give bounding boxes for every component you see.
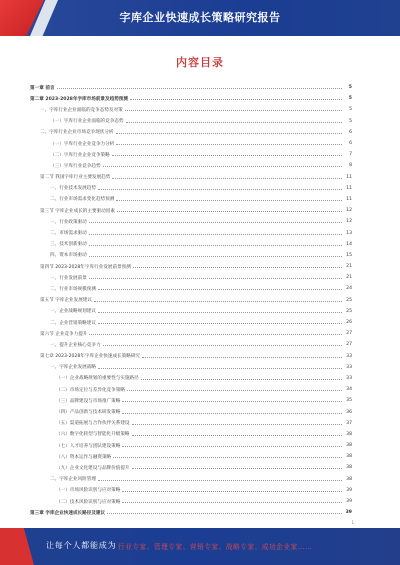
toc-entry-page: 39	[346, 487, 352, 493]
toc-entry-label: 一、行业政策驱动	[50, 219, 87, 225]
toc-entry[interactable]	[30, 362, 352, 373]
toc-entry[interactable]	[30, 474, 352, 485]
toc-entry-page: 25	[346, 297, 352, 303]
toc-leader-dots	[127, 390, 342, 391]
toc-leader-dots	[103, 166, 342, 167]
toc-entry[interactable]	[30, 328, 352, 339]
toc-leader-dots	[116, 133, 342, 134]
toc-leader-dots	[89, 245, 342, 246]
toc-leader-dots	[107, 513, 342, 514]
toc-entry-label: （八）资本运作与融资策略	[56, 454, 112, 460]
toc-entry-label: （六）数字化转型与智能化升级策略	[56, 432, 130, 438]
report-title: 字库企业快速成长策略研究报告	[119, 11, 281, 24]
toc-entry[interactable]	[30, 373, 352, 384]
toc-entry-page: 14	[346, 241, 352, 247]
toc-leader-dots	[122, 502, 342, 503]
toc-entry-page: 35	[346, 398, 352, 404]
toc-entry[interactable]	[30, 216, 352, 227]
toc-leader-dots	[122, 401, 342, 402]
toc-entry-label: 一、字库企业发展战略	[50, 365, 96, 371]
toc-entry[interactable]	[30, 160, 352, 171]
toc-entry-label: 二、行业市场需求变化趋势预测	[50, 197, 115, 203]
toc-entry-page: 6	[349, 141, 352, 147]
toc-leader-dots	[89, 334, 342, 335]
toc-heading: 内容目录	[176, 56, 224, 69]
toc-entry-label: 二、企业营销策略建议	[50, 320, 96, 326]
toc-entry-label: （七）人才培养与团队建设策略	[56, 443, 121, 449]
toc-entry-page: 15	[346, 252, 352, 258]
toc-leader-dots	[103, 345, 342, 346]
toc-entry[interactable]	[30, 138, 352, 149]
toc-entry-label: 三、技术创新驱动	[50, 242, 87, 248]
toc-entry-page: 38	[346, 465, 352, 471]
toc-entry[interactable]	[30, 418, 352, 429]
toc-leader-dots	[89, 222, 342, 223]
toc-entry-label: （二）字库行业企业竞争策略	[50, 152, 110, 158]
toc-leader-dots	[98, 189, 342, 190]
toc-entry-label: 一、行业发展前景	[50, 275, 87, 281]
toc-entry[interactable]	[30, 406, 352, 417]
toc-entry-label: 一、行业技术发展趋势	[50, 186, 96, 192]
toc-entry[interactable]	[30, 194, 352, 205]
toc-entry[interactable]	[30, 82, 352, 93]
toc-entry-page: 36	[346, 409, 352, 415]
toc-entry-label: 一、企业战略规划建议	[50, 309, 96, 315]
toc-entry-label: （二）技术风险识别与应对策略	[56, 499, 121, 505]
toc-entry-label: （一）字库行业企业面临的竞争态势	[50, 119, 124, 125]
toc-entry-label: （一）市场风险识别与应对策略	[56, 488, 121, 494]
toc-entry-page: 33	[346, 375, 352, 381]
toc-entry-label: 第五节 字库企业发展建议	[40, 298, 92, 304]
report-footer	[0, 528, 400, 565]
toc-entry-label: （三）字库行业竞争趋势	[50, 163, 101, 169]
toc-leader-dots	[133, 267, 342, 268]
toc-entry-label: 第一章 前言	[30, 85, 55, 91]
toc-entry-page: 38	[346, 443, 352, 449]
toc-entry[interactable]	[30, 93, 352, 104]
toc-entry[interactable]	[30, 172, 352, 183]
toc-entry-label: 第六节 企业竞争力提升	[40, 331, 88, 337]
toc-leader-dots	[98, 323, 342, 324]
toc-leader-dots	[94, 301, 342, 302]
toc-entry-label: （九）企业文化建设与品牌价值提升	[56, 465, 130, 471]
toc-leader-dots	[113, 457, 342, 458]
toc-leader-dots	[122, 491, 342, 492]
toc-leader-dots	[89, 256, 342, 257]
toc-entry-page: 11	[346, 185, 352, 191]
toc-leader-dots	[125, 110, 342, 111]
toc-entry-page: 5	[348, 96, 352, 102]
toc-entry[interactable]	[30, 395, 352, 406]
toc-entry-page: 33	[346, 364, 352, 370]
toc-entry[interactable]	[30, 116, 352, 127]
toc-entry-page: 12	[346, 208, 352, 214]
toc-entry[interactable]	[30, 351, 352, 362]
toc-entry-label: （一）企业战略规划的重要性与实施路径	[56, 376, 139, 382]
toc-leader-dots	[122, 446, 342, 447]
toc-leader-dots	[122, 413, 342, 414]
toc-entry-page: 26	[346, 320, 352, 326]
toc-entry-label: 一、提升企业核心竞争力	[50, 342, 101, 348]
toc-entry-label: （三）品牌建设与市场推广策略	[56, 398, 121, 404]
toc-entry[interactable]	[30, 485, 352, 496]
toc-entry-label: 第二章 2023-2028年字库市场前景及趋势预测	[30, 96, 128, 102]
toc-entry-page: 25	[346, 308, 352, 314]
toc-entry-label: 第七章 2023-2028年字库企业快速成长策略研究	[40, 354, 141, 360]
toc-entry-page: 39	[346, 499, 352, 505]
toc-leader-dots	[141, 379, 342, 380]
footer-slogan: 让每个人都能成为	[46, 541, 117, 550]
toc-entry-label: 二、字库企业风险管理	[50, 477, 96, 483]
toc-entry[interactable]	[30, 317, 352, 328]
toc-entry[interactable]	[30, 384, 352, 395]
toc-entry[interactable]	[30, 261, 352, 272]
toc-entry-page: 11	[346, 174, 352, 180]
toc-leader-dots	[112, 155, 342, 156]
toc-entry-page: 38	[346, 454, 352, 460]
toc-entry-page: 6	[349, 129, 352, 135]
toc-entry-label: （二）市场定位与差异化竞争策略	[56, 387, 125, 393]
toc-leader-dots	[89, 278, 342, 279]
toc-entry-page: 24	[346, 286, 352, 292]
toc-entry-page: 7	[349, 152, 352, 158]
toc-entry-page: 27	[346, 342, 352, 348]
toc-leader-dots	[98, 312, 342, 313]
toc-entry[interactable]	[30, 205, 352, 216]
toc-entry[interactable]	[30, 496, 352, 507]
toc-entry[interactable]	[30, 239, 352, 250]
toc-leader-dots	[117, 211, 342, 212]
toc-entry-page: 38	[346, 476, 352, 482]
toc-entry-label: 一、字库行业企业面临的竞争态势及对策	[40, 107, 123, 113]
toc-entry[interactable]	[30, 272, 352, 283]
toc-leader-dots	[112, 178, 342, 179]
toc-entry[interactable]	[30, 429, 352, 440]
toc-entry-page: 5	[348, 85, 352, 91]
toc-entry-page: 11	[346, 196, 352, 202]
toc-entry[interactable]	[30, 227, 352, 238]
toc-leader-dots	[116, 200, 342, 201]
toc-entry-page: 21	[346, 275, 352, 281]
toc-entry-page: 34	[346, 387, 352, 393]
toc-entry-label: 第三章 字库企业快速成长路径及建议	[30, 510, 106, 516]
toc-entry[interactable]	[30, 283, 352, 294]
toc-entry-page: 39	[345, 510, 352, 516]
report-header	[0, 0, 400, 36]
toc-entry[interactable]	[30, 104, 352, 115]
toc-leader-dots	[116, 144, 342, 145]
toc-entry-label: （四）产品创新与技术研发策略	[56, 410, 121, 416]
toc-entry-label: 二、行业市场规模预测	[50, 286, 96, 292]
toc-entry[interactable]	[30, 149, 352, 160]
toc-entry-page: 5	[349, 107, 352, 113]
toc-leader-dots	[142, 357, 342, 358]
toc-entry-page: 38	[346, 431, 352, 437]
toc-leader-dots	[98, 289, 342, 290]
toc-leader-dots	[132, 424, 342, 425]
toc-entry-page: 21	[346, 264, 352, 270]
footer-tagline: 行业专家、管理专家、营销专家、战略专家、成功企业家……	[118, 543, 313, 551]
toc-entry-label: 第四节 2023-2028年字库行业发展前景预测	[40, 264, 131, 270]
table-of-contents	[30, 82, 352, 518]
toc-entry[interactable]	[30, 306, 352, 317]
toc-leader-dots	[132, 468, 342, 469]
toc-entry[interactable]	[30, 440, 352, 451]
toc-entry[interactable]	[30, 507, 352, 518]
toc-entry[interactable]	[30, 462, 352, 473]
toc-leader-dots	[126, 122, 342, 123]
toc-entry-page: 37	[346, 420, 352, 426]
toc-entry[interactable]	[30, 295, 352, 306]
toc-entry[interactable]	[30, 127, 352, 138]
toc-entry[interactable]	[30, 183, 352, 194]
toc-entry-label: 第三节 字库企业成长的主要驱动因素	[40, 208, 115, 214]
toc-entry[interactable]	[30, 250, 352, 261]
toc-entry-label: 二、字库行业企业市场竞争现状分析	[40, 130, 114, 136]
toc-entry-page: 8	[349, 163, 352, 169]
toc-entry[interactable]	[30, 451, 352, 462]
toc-leader-dots	[130, 99, 342, 100]
toc-entry-label: 二、市场需求驱动	[50, 231, 87, 237]
toc-entry-page: 33	[346, 353, 352, 359]
toc-entry-label: （五）渠道拓展与合作伙伴关系建设	[56, 421, 130, 427]
footer-corner-accent	[0, 528, 34, 565]
toc-entry-page: 27	[346, 331, 352, 337]
toc-entry-label: 第二节 我国字库行业主要发展趋势	[40, 175, 111, 181]
toc-leader-dots	[98, 480, 342, 481]
toc-leader-dots	[98, 368, 342, 369]
toc-entry-label: （一）字库行业企业竞争力分析	[50, 141, 115, 147]
toc-leader-dots	[132, 435, 342, 436]
toc-entry-page: 13	[346, 230, 352, 236]
toc-leader-dots	[89, 234, 342, 235]
page-number: 1	[351, 520, 354, 525]
toc-entry-page: 5	[349, 118, 352, 124]
toc-entry-label: 四、资本市场驱动	[50, 253, 87, 259]
toc-entry-page: 12	[346, 219, 352, 225]
toc-leader-dots	[57, 88, 342, 89]
toc-entry[interactable]	[30, 339, 352, 350]
